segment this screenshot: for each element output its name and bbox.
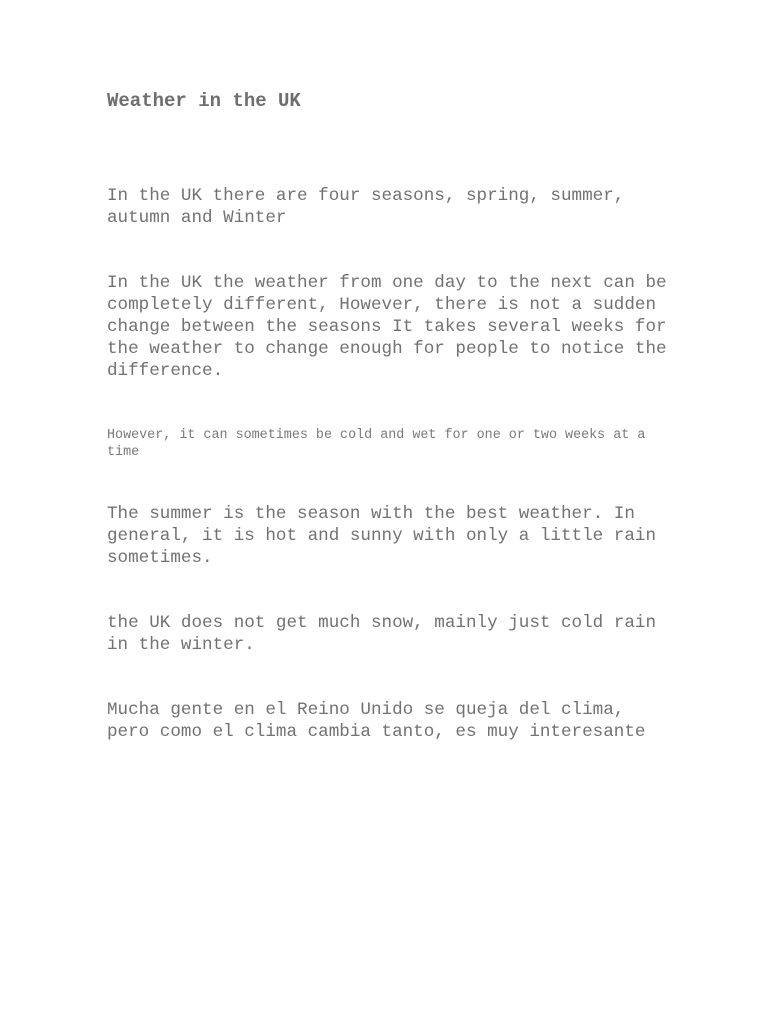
- paragraph-spanish: Mucha gente en el Reino Unido se queja del clima, pero como el clima cambia tanto, es muy interesante: [107, 700, 646, 742]
- paragraph-cold-wet: However, it can sometimes be cold and wet for one or two weeks at a time: [107, 428, 646, 460]
- paragraph-summer: The summer is the season with the best weather. In general, it is hot and sunny with only a little rain sometimes.: [107, 504, 657, 568]
- paragraph-seasons: In the UK there are four seasons, spring, summer, autumn and Winter: [107, 186, 625, 228]
- document-title: Weather in the UK: [107, 90, 301, 112]
- paragraph-winter: the UK does not get much snow, mainly just cold rain in the winter.: [107, 613, 657, 655]
- paragraph-daily-change: In the UK the weather from one day to the next can be completely different, However, there is not a sudden change between the seasons It takes several weeks for the weather to change enough for people to notice the difference.: [107, 273, 667, 381]
